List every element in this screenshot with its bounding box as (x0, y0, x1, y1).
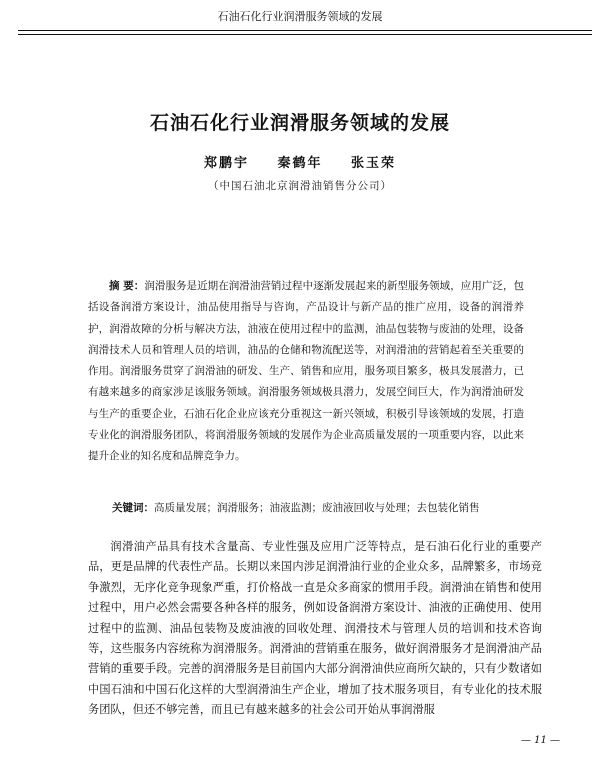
abstract-text: 润滑服务是近期在润滑油营销过程中逐渐发展起来的新型服务领域，应用广泛，包括设备润滑方案设计，油品使用指导与咨询，产品设计与新产品的推广应用，设备的润滑养护，润滑故障的分析与解决方法，油液在使用过程中的监测，油品包装物与废油的处理，设备润滑技术人员和管理人员的培训，油品的仓储和物流配送等，对润滑油的营销起着至关重要的作用。润滑服务贯穿了润滑油的研发、生产、销售和应用，服务项目繁多，极具发展潜力，已有越来越多的商家涉足该服务领域。润滑服务领域极具潜力，发展空间巨大，作为润滑油研发与生产的重要企业，石油石化企业应该充分重视这一新兴领域，积极引导该领域的发展，打造专业化的润滑服务团队，将润滑服务领域的发展作为企业高质量发展的一项重要内容，以此来提升企业的知名度和品牌竞争力。 (88, 280, 525, 463)
paper-title: 石油石化行业润滑服务领域的发展 (149, 112, 450, 134)
author-list: 郑鹏宇 秦鹤年 张玉荣 (203, 156, 397, 171)
header-rule-thin (18, 34, 592, 35)
abstract-label: 摘 要： (109, 280, 145, 292)
abstract (88, 276, 524, 468)
keywords-text: 高质量发展；润滑服务；油液监测；废油液回收与处理；去包装化销售 (154, 502, 480, 514)
affiliation: （中国石油北京润滑油销售分公司） (208, 180, 392, 192)
page-number: — 11 — (520, 735, 560, 746)
keywords-label: 关键词： (112, 502, 154, 514)
keywords (112, 498, 542, 518)
running-header: 石油石化行业润滑服务领域的发展 (217, 10, 383, 23)
body-paragraph: 润滑油产品具有技术含量高、专业性强及应用广泛等特点，是石油石化行业的重要产品，更是品牌的代表性产品。长期以来国内涉足润滑油行业的企业众多，品牌繁多，市场竞争激烈，无序化竞争现象严重，打价格战一直是众多商家的惯用手段。润滑油在销售和使用过程中，用户必然会需要各种各样的服务，例如设备润滑方案设计、油液的正确使用、使用过程中的监测、油品包装物及废油液的回收处理、润滑技术与管理人员的培训和技术咨询等，这些服务内容统称为润滑服务。润滑油的营销重在服务，做好润滑服务才是润滑油产品营销的重要手段。完善的润滑服务是目前国内大部分润滑油供应商所欠缺的，只有少数诸如中国石油和中国石化这样的大型润滑油生产企业，增加了技术服务项目，有专业化的技术服务团队，但还不够完善，而且已有越来越多的社会公司开始从事润滑服 (88, 540, 542, 717)
header-rule (18, 30, 592, 31)
